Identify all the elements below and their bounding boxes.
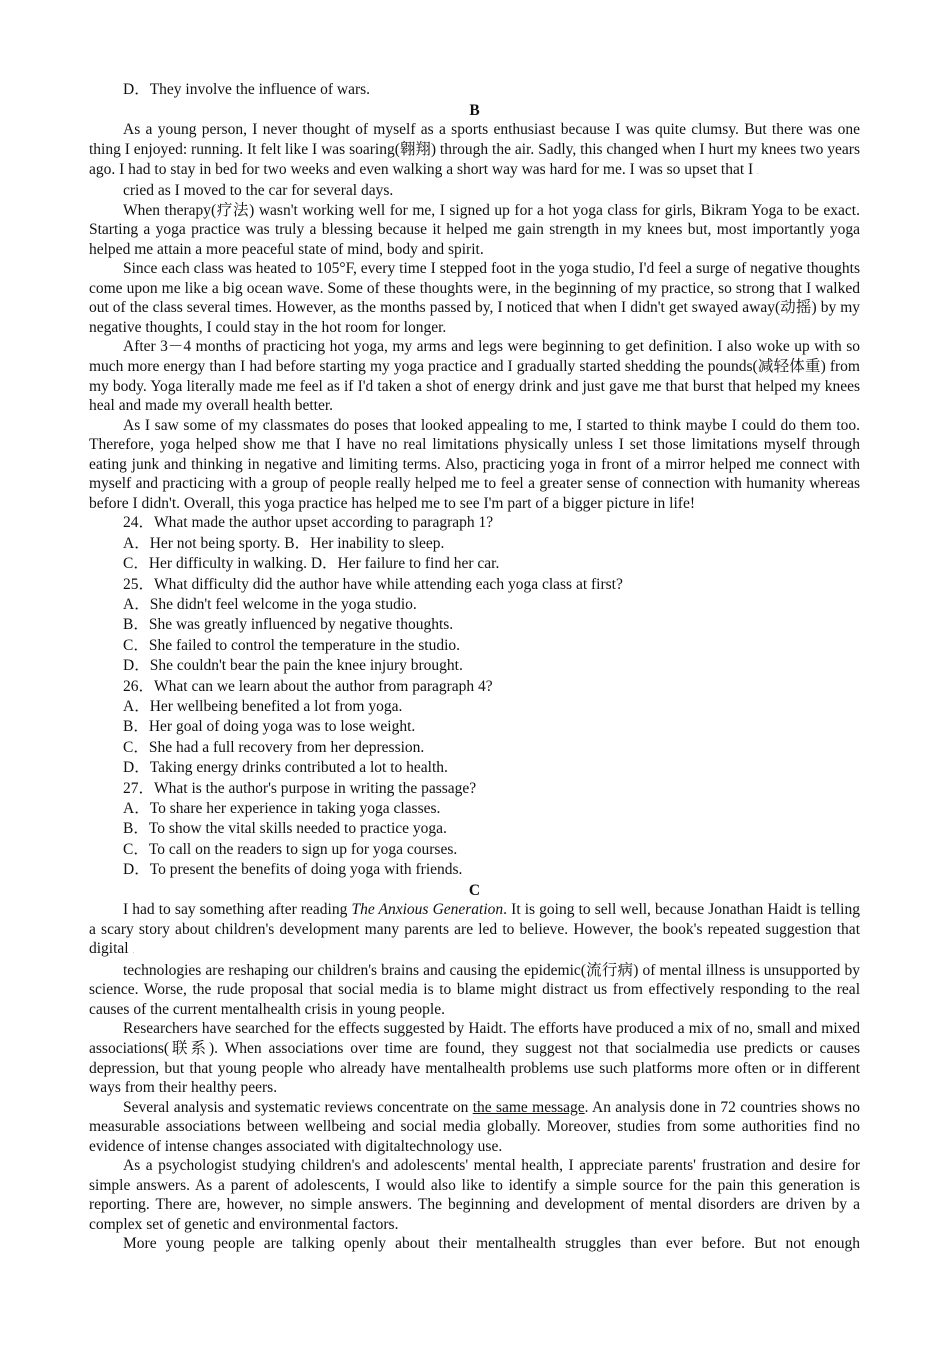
passage-c-paragraph-3-lead: Several analysis and systematic reviews concentrate on	[123, 1098, 473, 1116]
question-25-option-a: A．She didn't feel welcome in the yoga studio.	[123, 595, 417, 613]
passage-c-paragraph-2: Researchers have searched for the effects suggested by Haidt. The efforts have produced a mix of no, small and mixed associations(联系). When associations over time are found, they suggest not that socialmedia use predicts or causes depression, but that young people who already have mentalhealth problems use such platforms more often or in different ways from their healthy peers.	[89, 1020, 860, 1097]
passage-b-paragraph-1	[89, 120, 860, 181]
question-25-option-b: B．She was greatly influenced by negative thoughts.	[123, 616, 454, 634]
question-24: 24．What made the author upset according to paragraph 1?	[123, 514, 494, 532]
underlined-phrase: the same message	[472, 1098, 585, 1116]
passage-b-paragraph-2: When therapy(疗法) wasn't working well for me, I signed up for a hot yoga class for girls, Bikram Yoga to be exact. Starting a yoga practice was truly a blessing because it helped me gain strength in my knees but, most importantly yoga helped me attain a more peaceful state of mind, body and spirit.	[89, 201, 860, 258]
passage-b-paragraph-1-continued: cried as I moved to the car for several days.	[123, 182, 394, 200]
passage-c-paragraph-1-text: . It is going to sell well, because Jonathan Haidt is telling a scary story about children's development many parents are led to believe. However, the book's repeated suggestion that digital	[89, 901, 860, 958]
question-26-option-d: D．Taking energy drinks contributed a lot to health.	[123, 759, 448, 777]
passage-c-paragraph-3-text: . An analysis done in 72 countries shows no measurable associations between wellbeing and social media globally. Moreover, studies from some authorities find no evidence of intense changes associated with digitaltechnology use.	[89, 1098, 860, 1155]
passage-b-paragraph-1-text: As a young person, I never thought of myself as a sports enthusiast because I was quite clumsy. But there was one thing I enjoyed: running. It felt like I was soaring(翱翔) through the air. Sadly, this changed when I hurt my knees two years ago. I had to stay in bed for two weeks and even walking a short way was hard for me. I was so upset that I	[89, 121, 860, 178]
passage-c-paragraph-1-continued: technologies are reshaping our children's brains and causing the epidemic(流行病) of mental illness is unsupported by science. Worse, the rude proposal that social media is to blame might distract us from effectively responding to the real causes of the current mentalhealth crisis in young people.	[89, 961, 860, 1018]
question-27: 27．What is the author's purpose in writing the passage?	[123, 779, 477, 797]
option-d-previous: D．They involve the influence of wars.	[123, 81, 371, 98]
passage-c-paragraph-1	[89, 900, 860, 961]
book-title: The Anxious Generation	[351, 901, 504, 919]
question-27-option-b: B．To show the vital skills needed to practice yoga.	[123, 820, 447, 838]
question-26: 26．What can we learn about the author from paragraph 4?	[123, 677, 493, 695]
question-26-option-c: C．She had a full recovery from her depression.	[123, 738, 425, 756]
passage-b-paragraph-3: Since each class was heated to 105°F, every time I stepped foot in the yoga studio, I'd feel a surge of negative thoughts come upon me like a big ocean wave. Some of these thoughts were, in the beginning of my practice, so strong that I walked out of the class several times. However, as the months passed by, I noticed that when I didn't get swayed away(动摇) by my negative thoughts, I could stay in the hot room for longer.	[89, 260, 860, 336]
question-24-options-cd: C．Her difficulty in walking. D．Her failure to find her car.	[123, 555, 500, 573]
artifact-dot: .	[132, 946, 135, 956]
question-27-option-d: D．To present the benefits of doing yoga with friends.	[123, 861, 463, 879]
question-27-option-c: C．To call on the readers to sign up for yoga courses.	[123, 840, 458, 858]
question-25-option-c: C．She failed to control the temperature in the studio.	[123, 636, 461, 654]
passage-c-paragraph-5: More young people are talking openly about their mentalhealth struggles than ever before. But not enough	[123, 1235, 860, 1253]
question-25: 25．What difficulty did the author have while attending each yoga class at first?	[123, 575, 623, 593]
passage-b-paragraph-4: After 3－4 months of practicing hot yoga, my arms and legs were beginning to get definition. I also woke up with so much more energy than I had before starting my yoga practice and I gradually started shedding the pounds(减轻体重) from my body. Yoga literally made me feel as if I'd taken a shot of energy drink and just gave me that burst that helped my knees heal and made my overall health better.	[89, 338, 860, 415]
passage-c-paragraph-4: As a psychologist studying children's and adolescents' mental health, I appreciate parents' frustration and desire for simple answers. As a parent of adolescents, I would also like to identify a simple source for the pain this generation is reporting. There are, however, no simple answers. The beginning and development of mental disorders are driven by a complex set of genetic and environmental factors.	[89, 1157, 860, 1233]
question-27-option-a: A．To share her experience in taking yoga classes.	[123, 800, 441, 818]
question-25-option-d: D．She couldn't bear the pain the knee injury brought.	[123, 657, 463, 675]
section-c-heading: C	[468, 881, 481, 899]
question-26-option-b: B．Her goal of doing yoga was to lose weight.	[123, 718, 416, 736]
artifact-dot: .	[757, 166, 760, 176]
section-b-heading: B	[469, 101, 480, 119]
passage-c-paragraph-3	[89, 1098, 860, 1157]
question-24-options-ab: A．Her not being sporty. B．Her inability to sleep.	[123, 534, 445, 552]
question-26-option-a: A．Her wellbeing benefited a lot from yoga.	[123, 698, 403, 715]
document-page	[89, 80, 860, 1254]
passage-b-paragraph-5: As I saw some of my classmates do poses that looked appealing to me, I started to think maybe I could do them too. Therefore, yoga helped show me that I have no real limitations physically unless I set those limitations myself through eating junk and thinking in negative and limiting terms. Also, practicing yoga in front of a mirror helped me connect with myself and practicing with a group of people really helped me to feel a greater sense of connection with humanity whereas before I didn't. Overall, this yoga practice has helped me to see I'm part of a bigger picture in life!	[89, 416, 860, 512]
passage-c-paragraph-1-lead: I had to say something after reading	[123, 901, 352, 919]
